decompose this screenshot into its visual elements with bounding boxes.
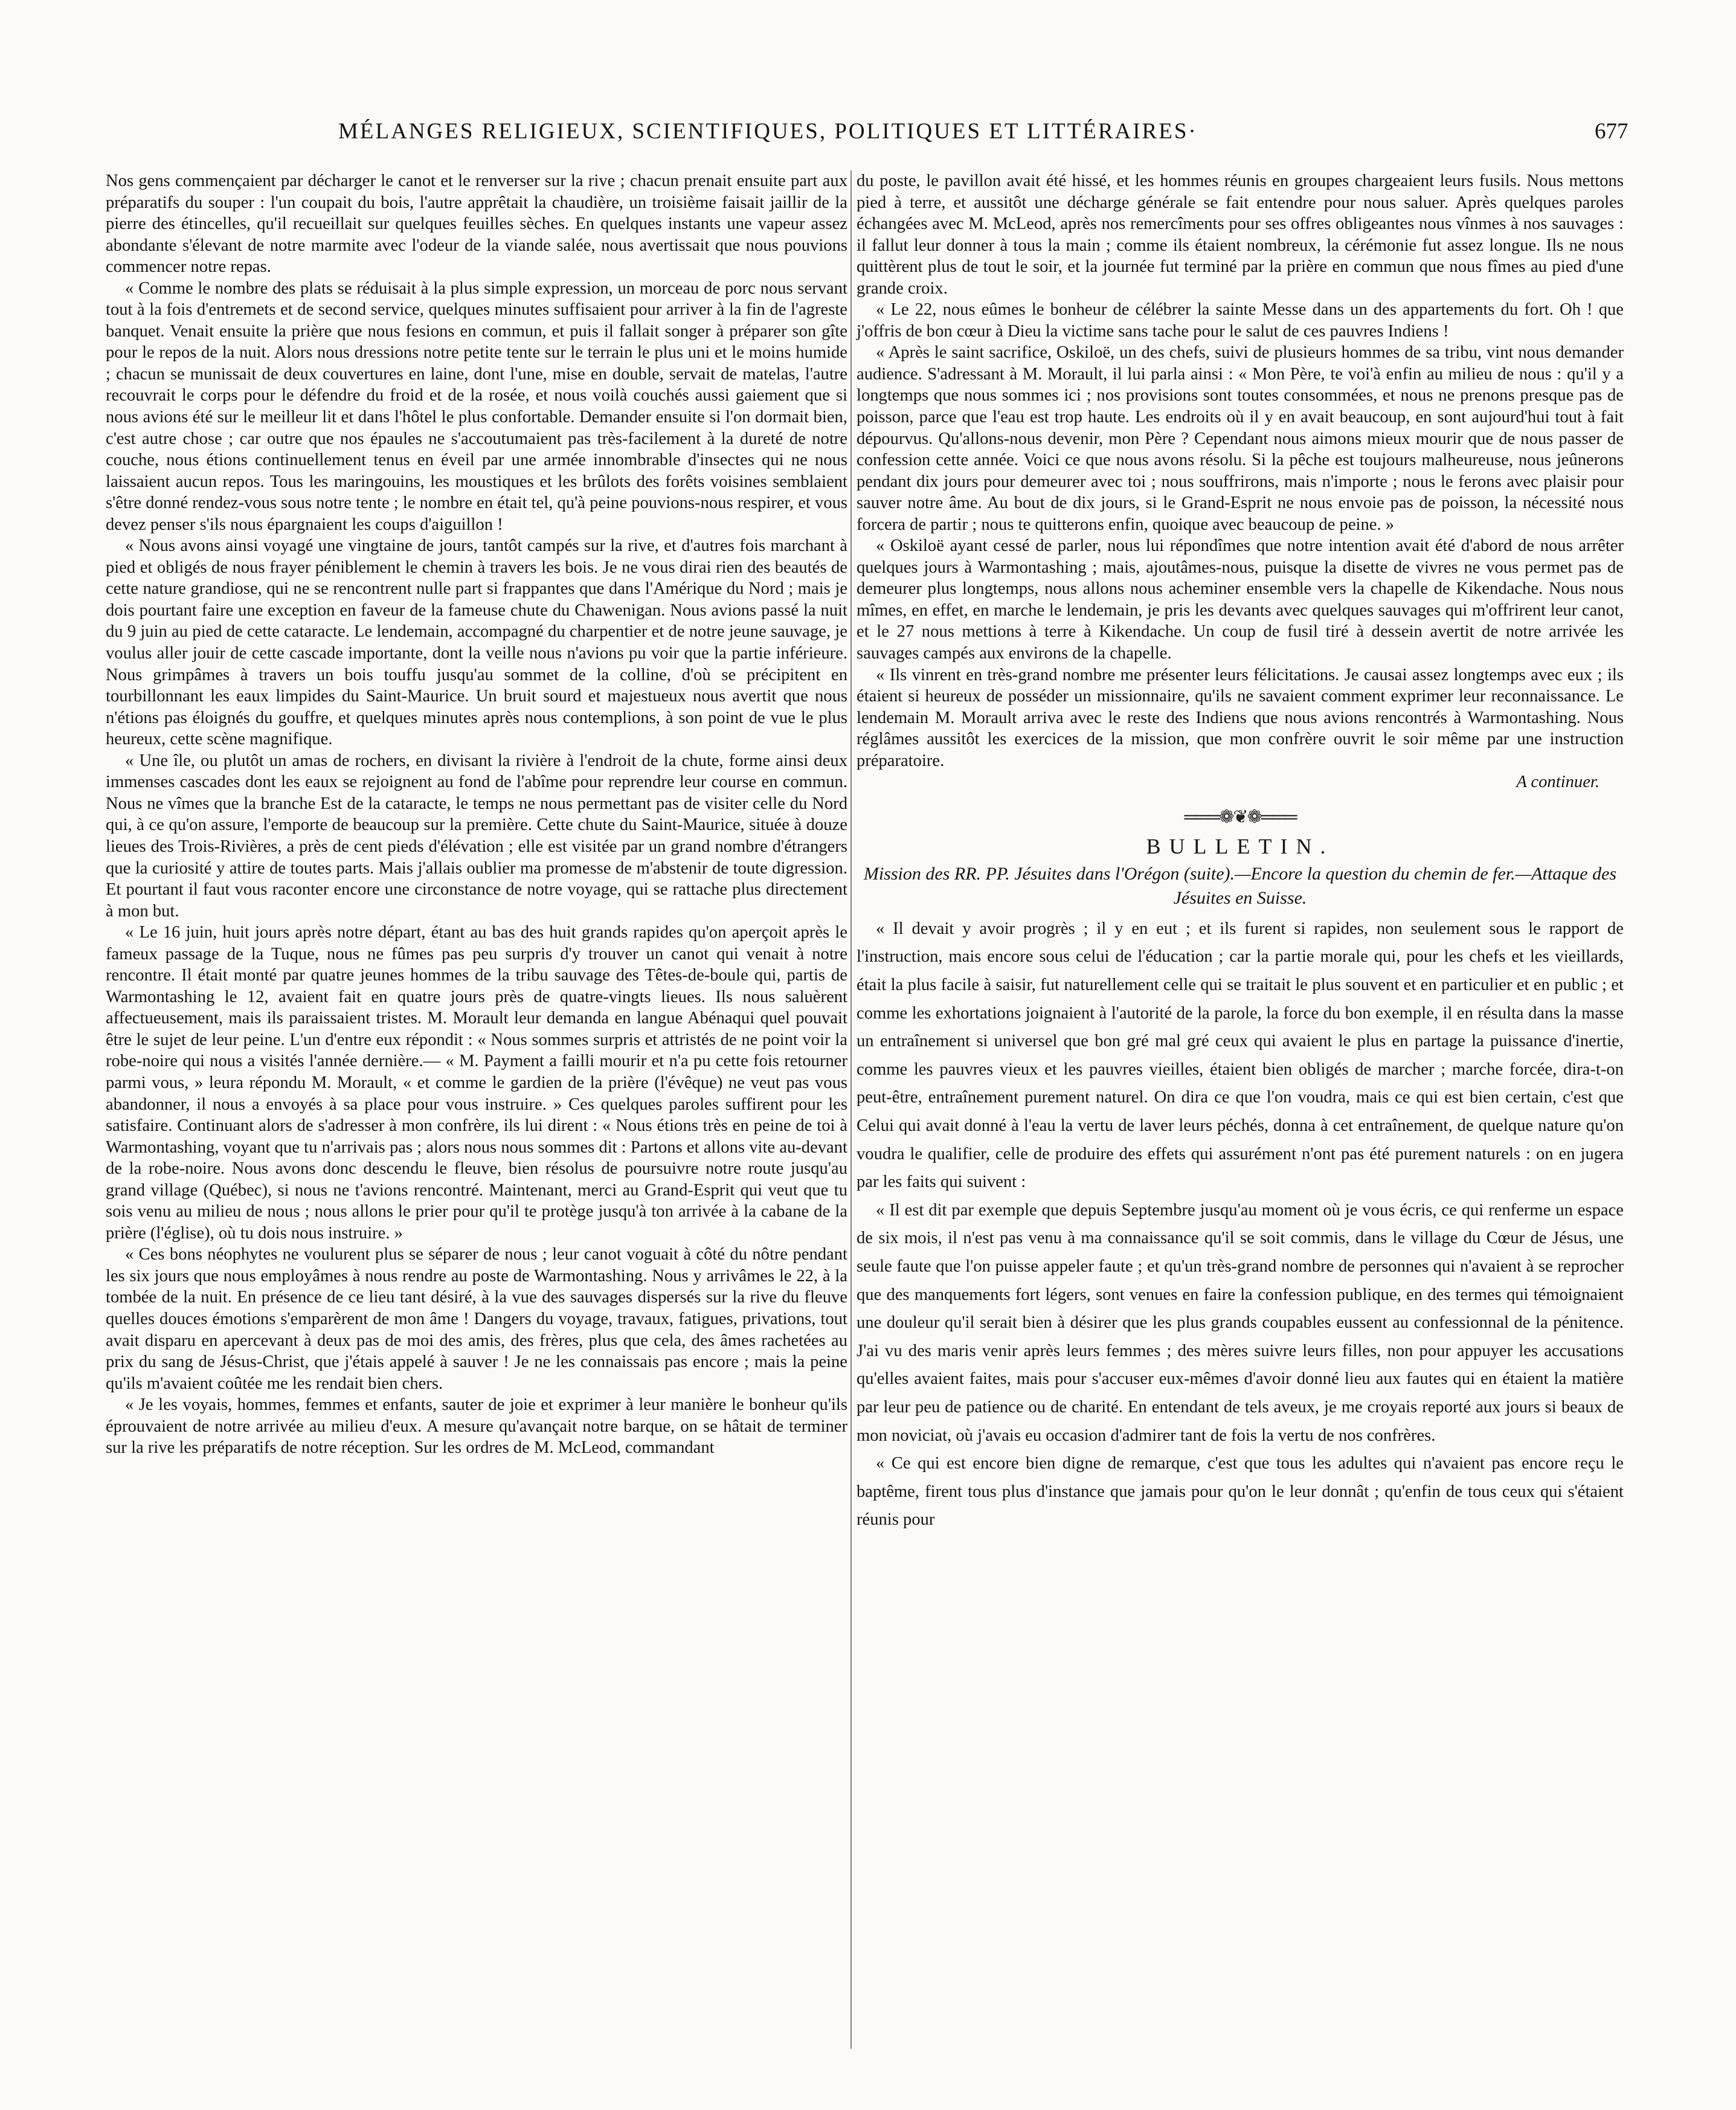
paragraph: « Il est dit par exemple que depuis Septembre jusqu'au moment où je vous écris, ce qui renferme un espace de six mois, il n'est pas venu à ma connaissance qu'il se soit commis, dans le village du Cœur de Jésus, une seule faute que l'on puisse appeler faute ; et qu'un très-grand nombre de personnes qui n'avaient à se reprocher que des manquements fort légers, sont venues en faire la confession publique, en des termes qui témoignaient une douleur qu'il serait bien à désirer que les plus grands coupables eussent au confessionnal de la pénitence. J'ai vu des maris venir après leurs femmes ; des mères suivre leurs filles, non pour appuyer les accusations qu'elles avaient faites, mais pour s'accuser eux-mêmes d'avoir donné lieu aux fautes qui en étaient la matière par leur peu de patience ou de charité. En entendant de tels aveux, je me croyais reporté aux jours si beaux de mon noviciat, où j'avais eu occasion d'admirer tant de fois la vertu de nos confrères. [857, 1200, 1624, 1445]
bulletin-subtitle: Mission des RR. PP. Jésuites dans l'Orégon (suite).—Encore la question du chemin de fer.—Attaque des Jésuites en Suisse. [863, 863, 1617, 908]
running-title: MÉLANGES RELIGIEUX, SCIENTIFIQUES, POLITIQUES ET LITTÉRAIRES· [338, 119, 1198, 144]
paragraph: du poste, le pavillon avait été hissé, et les hommes réunis en groupes chargeaient leurs fusils. Nous mettons pied à terre, et aussitôt une décharge générale se fait entendre pour nous saluer. Après quelques paroles échangées avec M. McLeod, après nos remercîments pour ses offres obligeantes nous vînmes à nos sauvages : il fallut leur donner à tous la main ; comme ils étaient nombreux, la cérémonie fut assez longue. Ils ne nous quittèrent plus de tout le soir, et la journée fut terminé par la prière en commun que nous fîmes au pied d'une grande croix. [857, 172, 1624, 298]
paragraph: « Le 22, nous eûmes le bonheur de célébrer la sainte Messe dans un des appartements du fort. Oh ! que j'offris de bon cœur à Dieu la victime sans tache pour le salut de ces pauvres Indiens ! [857, 300, 1624, 341]
column-divider [850, 170, 852, 2049]
paragraph: « Une île, ou plutôt un amas de rochers, en divisant la rivière à l'endroit de la chute, forme ainsi deux immenses cascades dont les eaux se rejoignent au fond de l'abîme pour reprendre leur course en commun. Nous ne vîmes que la branche Est de la cataracte, le temps ne nous permettant pas de visiter celle du Nord qui, à ce qu'on assure, l'emporte de beaucoup sur la première. Cette chute du Saint-Maurice, située à douze lieues des Trois-Rivières, a près de cent pieds d'élévation ; elle est visitée par un grand nombre d'étrangers que la curiosité y attire de toutes parts. Mais j'allais oublier ma promesse de m'abstenir de toute digression. Et pourtant il faut vous raconter encore une circonstance de notre voyage, qui se rattache plus directement à mon but. [106, 751, 847, 921]
paragraph: « Après le saint sacrifice, Oskiloë, un des chefs, suivi de plusieurs hommes de sa tribu, vint nous demander audience. S'adressant à M. Morault, il lui parla ainsi : « Mon Père, te voi'à enfin au milieu de nous : qu'il y a longtemps que nous sommes ici ; nos provisions sont toutes consommées, et nous ne prenons presque pas de poisson, parce que l'eau est trop haute. Les endroits où il y en avait beaucoup, en sont aujourd'hui tout à fait dépourvus. Qu'allons-nous devenir, mon Père ? Cependant nous aimons mieux mourir que de nous passer de confession cette année. Voici ce que nous avons résolu. Si la pêche est toujours malheureuse, nous jeûnerons pendant dix jours pour demeurer avec toi ; nous souffrirons, mais n'importe ; nous le ferons avec plaisir pour sauver notre âme. Au bout de dix jours, si le Grand-Esprit ne nous envoie pas de poisson, la nécessité nous forcera de partir ; nous te quitterons enfin, quoique avec beaucoup de peine. » [857, 343, 1624, 534]
page-number: 677 [1595, 119, 1628, 144]
bulletin-heading: BULLETIN. [1146, 834, 1334, 858]
paragraph: « Il devait y avoir progrès ; il y en eut ; et ils furent si rapides, non seulement sous le rapport de l'instruction, mais encore sous celui de l'éducation ; car la partie morale qui, pour les chefs et les vieillards, était la plus facile à saisir, fut naturellement celle qui se traitait le plus souvent et en particulier et en public ; et comme les exhortations joignaient à l'autorité de la parole, la force du bon exemple, il en résulta dans la masse un entraînement si universel que bon gré mal gré ceux qui avaient le plus en partage la puissance d'inertie, comme les pauvres vieux et les pauvres vieilles, étaient bien obligés de marcher ; marche forcée, dira-t-on peut-être, entraînement purement naturel. On dira ce que l'on voudra, mais ce qui est bien certain, c'est que Celui qui avait donné à l'eau la vertu de laver leurs péchés, donna à cet entraînement, de quelque nature qu'on voudra le qualifier, celle de produire des effets qui assurément n'ont pas été purement naturels : on en jugera par les faits qui suivent : [857, 919, 1624, 1192]
ornamental-divider: ═══❁❦❁═══ [1184, 806, 1296, 827]
paragraph: « Comme le nombre des plats se réduisait à la plus simple expression, un morceau de porc nous servant tout à la fois d'entremets et de second service, quelques minutes suffisaient pour arriver à la fin de l'agreste banquet. Venait ensuite la prière que nous fesions en commun, et puis il fallait songer à préparer son gîte pour le repos de la nuit. Alors nous dressions notre petite tente sur le terrain le plus uni et le moins humide ; chacun se munissait de deux couvertures en laine, dont l'une, mise en double, servait de matelas, l'autre recouvrait le corps pour le défendre du froid et de la rosée, et nous voilà couchés aussi gaiement que si nous avions été sur le meilleur lit et dans l'hôtel le plus confortable. Demander ensuite si l'on dormait bien, c'est autre chose ; car outre que nos épaules ne s'accoutumaient pas très-facilement à la dureté de notre couche, nous étions continuellement tenus en éveil par une armée innombrable d'insectes qui ne nous laissaient aucun repos. Tous les maringouins, les moustiques et les brûlots des forêts voisines semblaient s'être donné rendez-vous sous notre tente ; le nombre en était tel, qu'à peine pouvions-nous respirer, et vous devez penser s'ils nous épargnaient les coups d'aiguillon ! [106, 278, 848, 534]
paragraph: « Je les voyais, hommes, femmes et enfants, sauter de joie et exprimer à leur manière le bonheur qu'ils éprouvaient de notre arrivée au milieu d'eux. A mesure qu'avançait notre barque, on se hâtait de terminer sur la rive les préparatifs de notre réception. Sur les ordres de M. McLeod, commandant [106, 1395, 847, 1458]
paragraph: « Ces bons néophytes ne voulurent plus se séparer de nous ; leur canot voguait à côté du nôtre pendant les six jours que nous employâmes à nous rendre au poste de Warmontashing. Nous y arrivâmes le 22, à la tombée de la nuit. En présence de ce lieu tant désiré, à la vue des sauvages dispersés sur la rive du fleuve quelles douces émotions s'emparèrent de mon âme ! Dangers du voyage, travaux, fatigues, privations, tout avait disparu en apercevant à deux pas de moi des amis, des frères, plus que cela, des âmes rachetées au prix du sang de Jésus-Christ, que j'étais appelé à sauver ! Je ne les connaissais pas encore ; mais la peine qu'ils m'avaient coûtée me les rendait bien chers. [106, 1245, 847, 1393]
paragraph: « Ce qui est encore bien digne de remarque, c'est que tous les adultes qui n'avaient pas encore reçu le baptême, firent tous plus d'instance que jamais pour qu'on le leur donnât ; qu'enfin de tous ceux qui s'étaient réunis pour [857, 1454, 1624, 1529]
paragraph: « Ils vinrent en très-grand nombre me présenter leurs félicitations. Je causai assez longtemps avec eux ; ils étaient si heureux de posséder un missionnaire, qu'ils ne savaient comment exprimer leur reconnaissance. Le lendemain M. Morault arriva avec le reste des Indiens que nous avions rencontrés à Warmontashing. Nous réglâmes aussitôt les exercices de la mission, que mon confrère ouvrit le soir même par une instruction préparatoire. [857, 665, 1624, 770]
paragraph: « Nous avons ainsi voyagé une vingtaine de jours, tantôt campés sur la rive, et d'autres fois marchant à pied et obligés de nous frayer péniblement le chemin à travers les bois. Je ne vous dirai rien des beautés de cette nature grandiose, qui ne se rencontrent nulle part si frappantes que dans l'Amérique du Nord ; mais je dois pourtant faire une exception en faveur de la fameuse chute du Chawenigan. Nous avions passé la nuit du 9 juin au pied de cette cataracte. Le lendemain, accompagné du charpentier et de notre jeune sauvage, je voulus aller jouir de cette cascade importante, dont la veille nous n'avions pu voir que la partie inférieure. Nous grimpâmes à travers un bois touffu jusqu'au sommet de la colline, d'où se précipitent en tourbillonnant les eaux limpides du Saint-Maurice. Un bruit sourd et majestueux nous avertit que nous n'étions pas éloignés du gouffre, et quelques minutes après nous contemplions, à son point de vue le plus heureux, cette scène magnifique. [106, 536, 847, 749]
paragraph: « Le 16 juin, huit jours après notre départ, étant au bas des huit grands rapides qu'on aperçoit après le fameux passage de la Tuque, nous ne fûmes pas peu surpris d'y trouver un canot qui venait à notre rencontre. Il était monté par quatre jeunes hommes de la tribu sauvage des Têtes-de-boule qui, partis de Warmontashing le 12, avaient fait en quatre jours près de quatre-vingts lieues. Ils nous saluèrent affectueusement, mais ils paraissaient tristes. M. Morault leur demanda en langue Abénaqui quel pouvait être le sujet de leur peine. L'un d'entre eux répondit : « Nous sommes surpris et attristés de ne point voir la robe-noire qui nous a visités l'année dernière.— « M. Payment a failli mourir et n'a pu cette fois retourner parmi vous, » leura répondu M. Morault, « et comme le gardien de la prière (l'évêque) ne veut pas vous abandonner, il nous a envoyés à sa place pour vous instruire. » Ces quelques paroles suffirent pour les satisfaire. Continuant alors de s'adresser à mon confrère, ils lui dirent : « Nous étions très en peine de toi à Warmontashing, voyant que tu n'arrivais pas ; alors nous nous sommes dit : Partons et allons vite au-devant de la robe-noire. Nous avons donc descendu le fleuve, bien résolus de poursuivre notre route jusqu'au grand village (Québec), si nous ne t'avions rencontré. Maintenant, merci au Grand-Esprit qui veut que tu sois venu au milieu de nous ; nous allons le prier pour qu'il te protège jusqu'à ton arrivée à la cabane de la prière (l'église), où tu dois nous instruire. » [106, 923, 847, 1243]
bulletin-body [857, 915, 1624, 1534]
paragraph: « Oskiloë ayant cessé de parler, nous lui répondîmes que notre intention avait été d'abord de nous arrêter quelques jours à Warmontashing ; mais, ajoutâmes-nous, puisque la disette de vivres ne vous permet pas de demeurer plus longtemps, nous allons nous acheminer ensemble vers la chapelle de Kikendache. Nous nous mîmes, en effet, en marche le lendemain, je pris les devants avec quelques sauvages qui m'offrirent leur canot, et le 27 nous mettions à terre à Kikendache. Un coup de fusil tiré à dessein avertit de notre arrivée les sauvages campés aux environs de la chapelle. [857, 536, 1624, 663]
right-column [857, 170, 1624, 1534]
left-column [106, 170, 847, 1459]
page-header [0, 118, 1736, 155]
to-continue-note: A continuer. [1516, 773, 1599, 792]
paragraph: Nos gens commençaient par décharger le canot et le renverser sur la rive ; chacun prenait ensuite part aux préparatifs du souper : l'un coupait du bois, l'autre apprêtait la chaudière, un troisième faisait jaillir de la pierre des étincelles, qu'il recueillait sur quelques feuilles sèches. En quelques instants une vapeur assez abondante s'élevant de notre marmite avec l'odeur de la viande salée, nous avertissait que nous pouvions commencer notre repas. [106, 172, 847, 277]
